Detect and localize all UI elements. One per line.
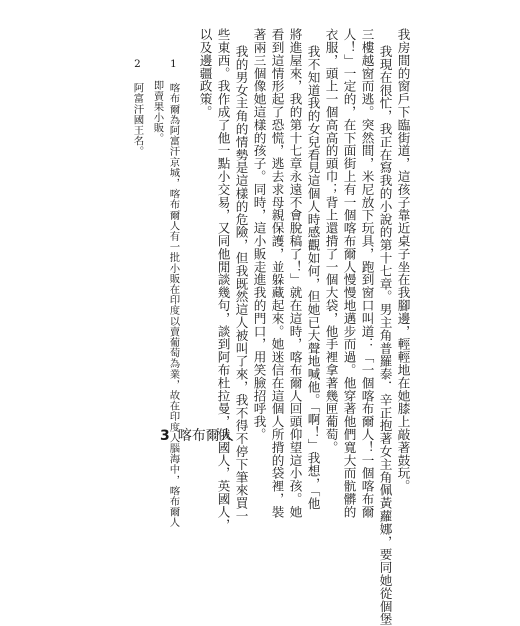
body-column: 著兩三個像她這樣的孩子。同時，這小販走進我的門口，用笑臉招呼我。 bbox=[251, 28, 267, 441]
body-column: 衣服，頭上一個高高的頭巾；背上還揹了一個大袋，他手裡拿著幾匣葡萄。 bbox=[323, 28, 339, 454]
body-column: 我不知道我的女兒看見這個人時感觀如何，但她已大聲地喊他。「啊！」我想，「他 bbox=[305, 45, 321, 510]
footnote: 2 阿富汗國王名。 bbox=[131, 58, 144, 157]
body-column: 我現在很忙，我正在寫我的小說的第十七章。男主角普羅泰．辛正抱著女主角佩黃蘿娜，要同她從個堡 bbox=[377, 45, 393, 626]
page-footer bbox=[160, 425, 234, 445]
body-column: 些東西。我作成了他一點小交易，又同他閒談幾句，談到阿布杜拉曼，俄國人，英國人， bbox=[215, 28, 231, 532]
body-column: 人！」一定的，在下面街上有一個喀布爾人慢慢地邁步而過。他穿著他們寬大而骯髒的 bbox=[341, 28, 357, 519]
body-column: 看到這情形起了恐慌，逃去求母親保護，並躲藏起來。她迷信在這個人所揹的袋裡，裝 bbox=[269, 28, 285, 519]
body-column: 我房間的窗戶下臨街道，這孩子靠近桌子坐在我腳邊，輕輕地在她膝上敲著鼓玩。 bbox=[395, 28, 411, 493]
footnote: 1 喀布爾為阿富汗京城，喀布爾人有一批小販在印度以賣葡萄為業，故在印度人腦海中，喀布爾人 bbox=[167, 58, 180, 528]
body-column: 將進屋來，我的第十七章永遠不會脫稿了！」就在這時，喀布爾人回頭仰望這小孩。她 bbox=[287, 28, 303, 519]
running-title: 喀布爾人 bbox=[177, 428, 234, 444]
page-number: 3 bbox=[160, 428, 170, 444]
body-column: 我的男女主角的情勢是這樣的危險，但我既然這人被叫了來，我不得不停下筆來買一 bbox=[233, 45, 249, 523]
body-column: 以及邊疆政策。 bbox=[197, 28, 213, 119]
footnote-continuation: 即賣果小販。 bbox=[151, 80, 164, 144]
body-column: 三樓越窗而逃。突然間，米尼放下玩具，跑到窗口叫道：「一個喀布爾人！一個喀布爾 bbox=[359, 28, 375, 519]
